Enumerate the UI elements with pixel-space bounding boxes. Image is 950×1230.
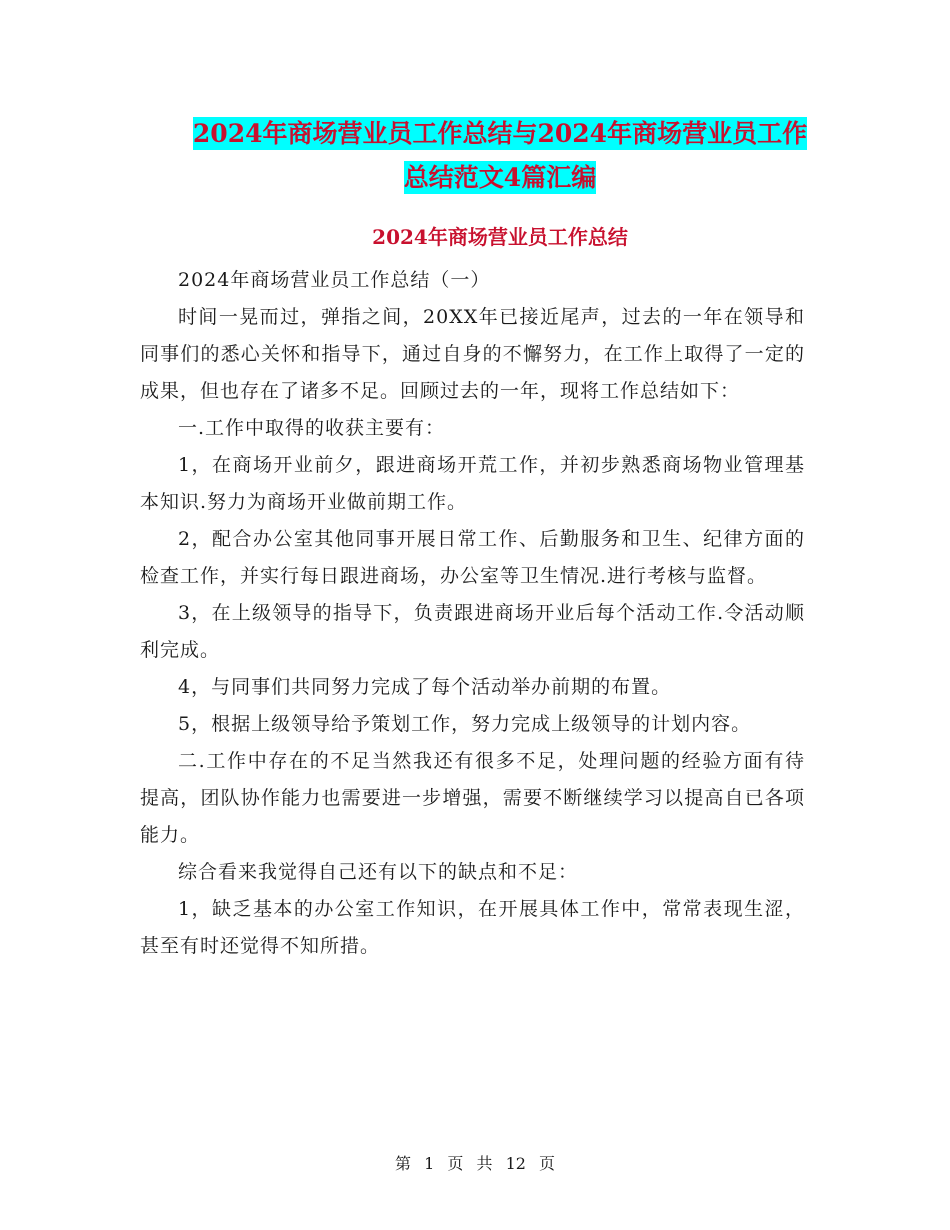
paragraph: 2，配合办公室其他同事开展日常工作、后勤服务和卫生、纪律方面的检查工作，并实行每日跟进商场，办公室等卫生情况.进行考核与监督。 bbox=[140, 528, 805, 587]
footer-current-page: 1 bbox=[424, 1154, 435, 1173]
paragraph: 5，根据上级领导给予策划工作，努力完成上级领导的计划内容。 bbox=[178, 713, 752, 735]
footer-label-total: 共 bbox=[476, 1154, 493, 1173]
document-body bbox=[140, 262, 805, 965]
paragraph: 时间一晃而过，弹指之间，20XX年已接近尾声，过去的一年在领导和同事们的悉心关怀和指导下，通过自身的不懈努力，在工作上取得了一定的成果，但也存在了诸多不足。回顾过去的一年，现将工作总结如下： bbox=[140, 306, 805, 402]
paragraph: 4，与同事们共同努力完成了每个活动举办前期的布置。 bbox=[178, 676, 672, 698]
footer-total-pages: 12 bbox=[505, 1154, 526, 1173]
document-title-line-1: 2024年商场营业员工作总结与2024年商场营业员工作 bbox=[192, 119, 808, 148]
document-title bbox=[140, 112, 860, 200]
paragraph: 一.工作中取得的收获主要有： bbox=[178, 417, 446, 439]
paragraph: 1，在商场开业前夕，跟进商场开荒工作，并初步熟悉商场物业管理基本知识.努力为商场开业做前期工作。 bbox=[140, 454, 805, 513]
page-footer bbox=[0, 1152, 950, 1176]
footer-label-end: 页 bbox=[539, 1154, 556, 1173]
section-title: 2024年商场营业员工作总结 bbox=[372, 225, 628, 249]
paragraph: 二.工作中存在的不足当然我还有很多不足，处理问题的经验方面有待提高，团队协作能力也需要进一步增强，需要不断继续学习以提高自已各项能力。 bbox=[140, 750, 805, 846]
paragraph: 1，缺乏基本的办公室工作知识，在开展具体工作中，常常表现生涩，甚至有时还觉得不知所措。 bbox=[140, 898, 805, 957]
footer-label-of: 页 bbox=[447, 1154, 464, 1173]
paragraph: 3，在上级领导的指导下，负责跟进商场开业后每个活动工作.令活动顺利完成。 bbox=[140, 602, 805, 661]
paragraph: 2024年商场营业员工作总结（一） bbox=[178, 269, 491, 291]
document-title-line-2: 总结范文4篇汇编 bbox=[403, 163, 597, 192]
footer-label-page: 第 bbox=[394, 1154, 411, 1173]
paragraph: 综合看来我觉得自己还有以下的缺点和不足： bbox=[178, 861, 579, 883]
